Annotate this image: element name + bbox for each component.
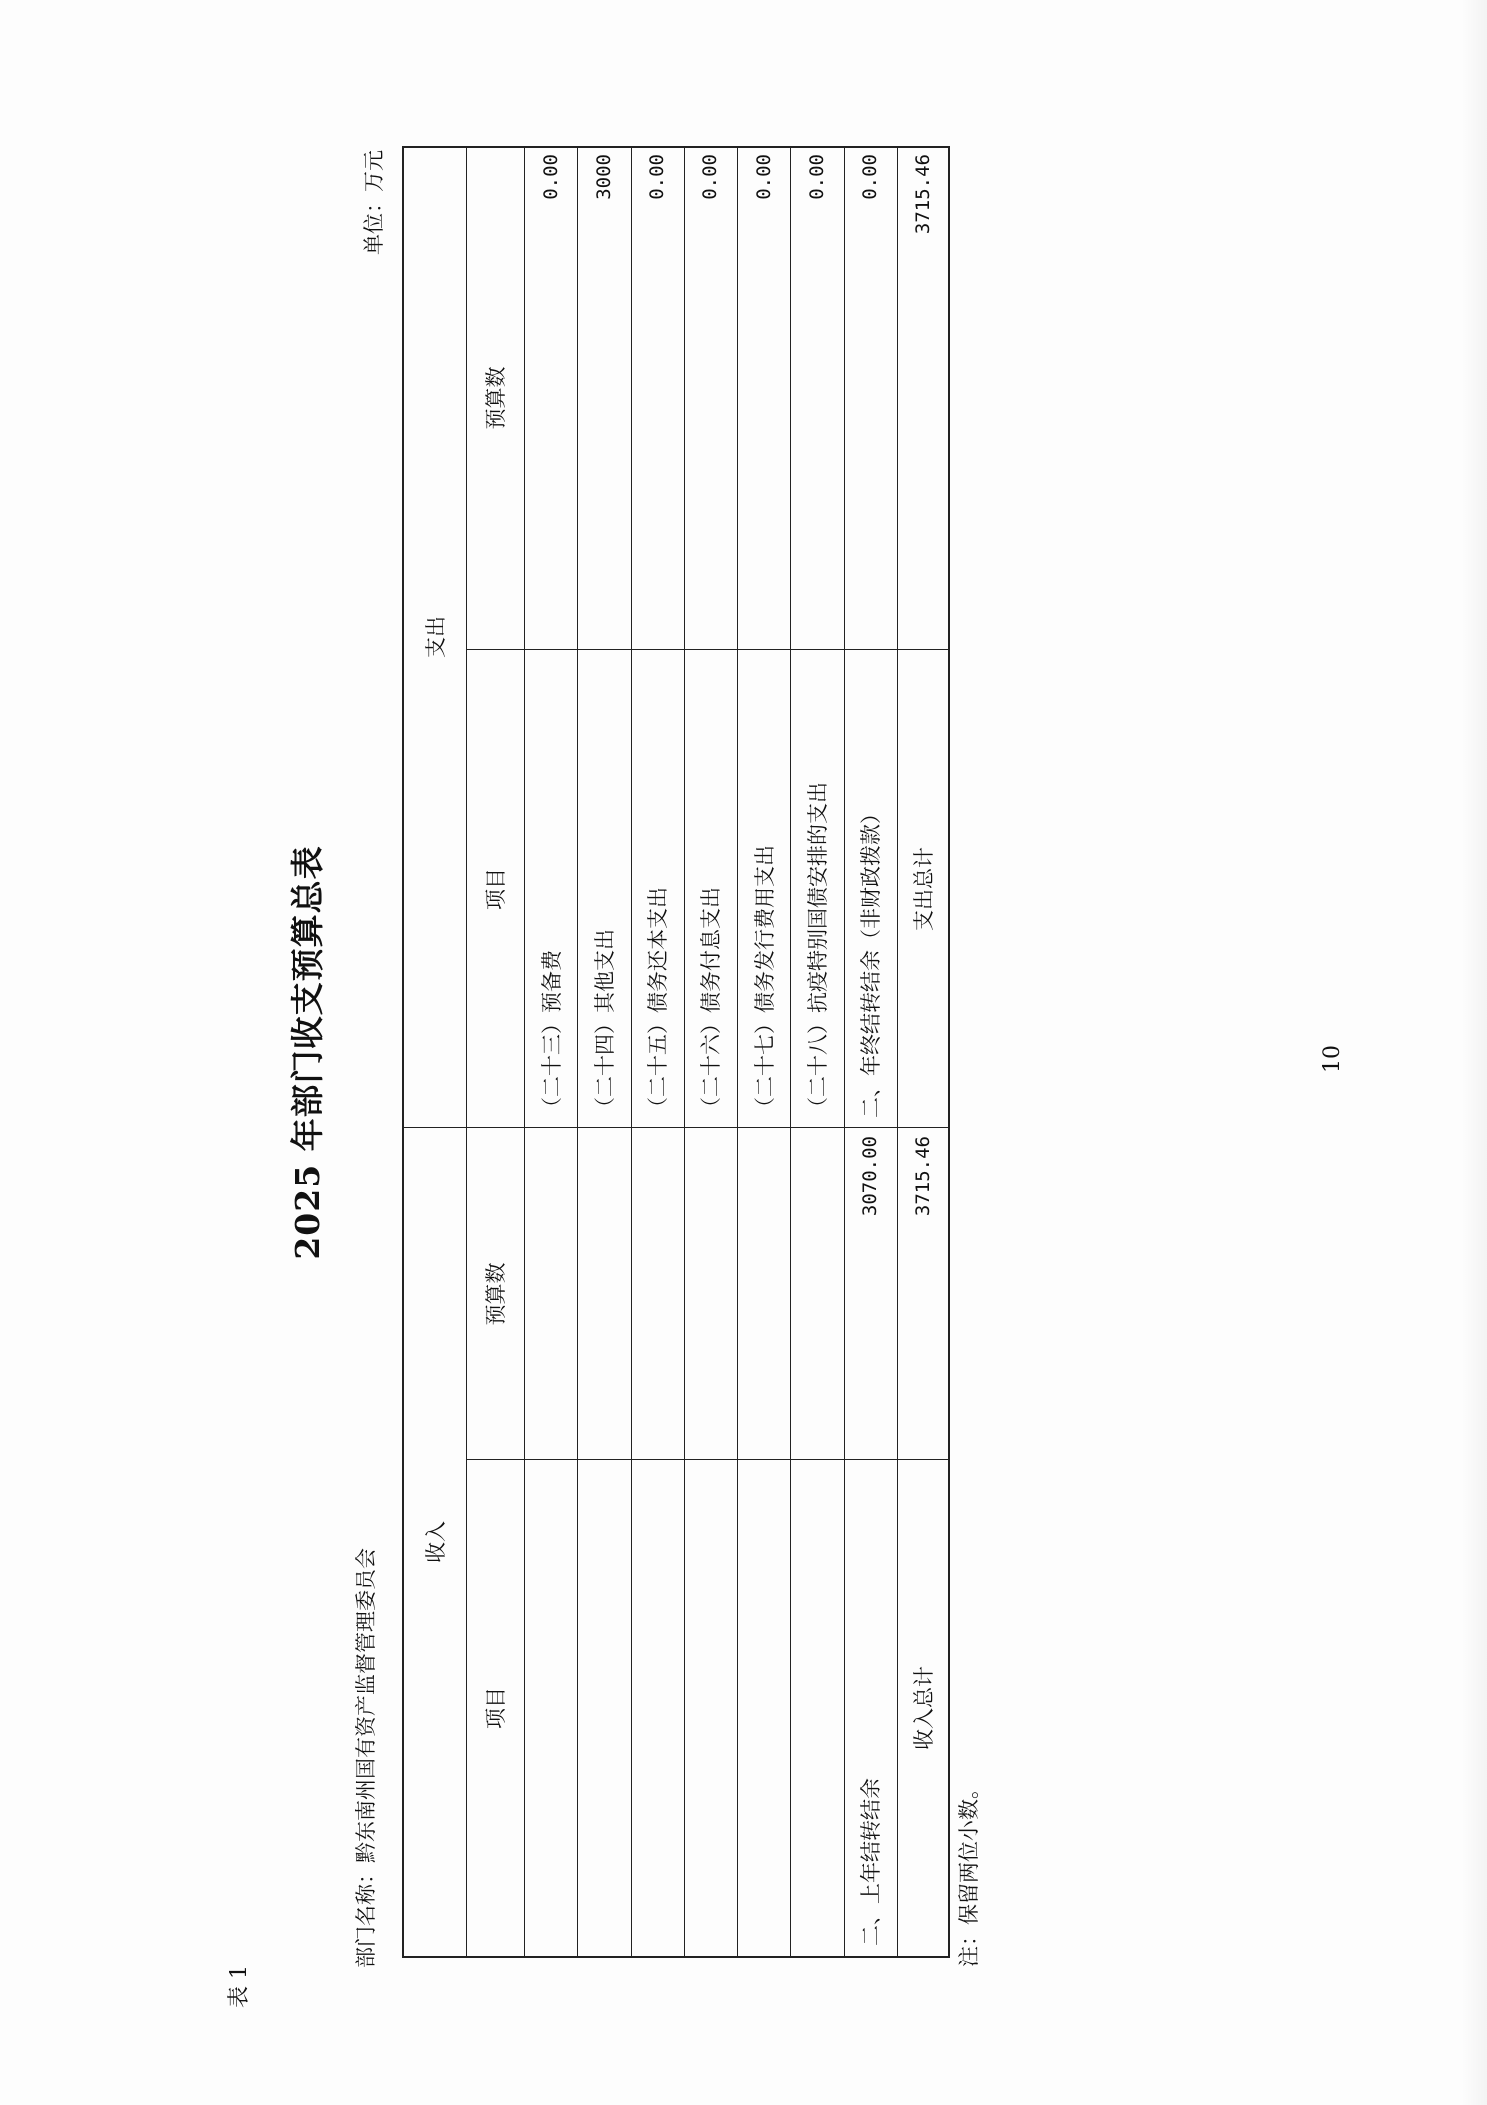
- grid-line: [466, 146, 467, 1956]
- expenditure-item-header: 项目: [484, 868, 508, 910]
- expenditure-budget-header: 预算数: [484, 366, 508, 430]
- income-amount: [577, 1128, 630, 1460]
- expenditure-item: （二十四）其他支出: [592, 929, 617, 1118]
- budget-table: [402, 146, 950, 1958]
- expenditure-amount: 3000: [592, 154, 615, 200]
- income-amount: [524, 1128, 577, 1460]
- expenditure-item: （二十八）抗疫特别国债安排的支出: [805, 782, 830, 1118]
- expenditure-total-amount: 3715.46: [912, 154, 935, 235]
- income-item: [524, 1460, 577, 1956]
- income-item: [790, 1460, 843, 1956]
- income-amount: 3070.00: [859, 1136, 882, 1217]
- income-amount: [684, 1128, 737, 1460]
- expenditure-amount: 0.00: [539, 154, 562, 200]
- income-total-amount: 3715.46: [912, 1136, 935, 1217]
- page-title: 2025 年部门收支预算总表: [288, 845, 327, 1260]
- expenditure-item: 二、年终结转结余（非财政拨款）: [859, 803, 884, 1118]
- expenditure-item: （二十六）债务付息支出: [699, 887, 724, 1118]
- expenditure-amount: 0.00: [752, 154, 775, 200]
- income-amount: [790, 1128, 843, 1460]
- footnote: 注：保留两位小数。: [957, 1778, 981, 1967]
- expenditure-amount: 0.00: [646, 154, 669, 200]
- expenditure-amount: 0.00: [699, 154, 722, 200]
- income-header: 收入: [424, 1521, 448, 1563]
- income-item: [631, 1460, 684, 1956]
- income-amount: [737, 1128, 790, 1460]
- income-amount: [631, 1128, 684, 1460]
- expenditure-item: （二十五）债务还本支出: [646, 887, 671, 1118]
- income-budget-header: 预算数: [484, 1262, 508, 1326]
- expenditure-total-label: 支出总计: [912, 847, 937, 931]
- unit-label: 单位：万元: [362, 150, 386, 255]
- income-item-header: 项目: [484, 1687, 508, 1729]
- department-name: 部门名称：黔东南州国有资产监督管理委员会: [354, 1548, 378, 1968]
- expenditure-amount: 0.00: [859, 154, 882, 200]
- expenditure-amount: 0.00: [805, 154, 828, 200]
- expenditure-header: 支出: [424, 616, 448, 658]
- table-label: 表 1: [227, 1965, 252, 2008]
- income-item: [577, 1460, 630, 1956]
- page-number: 10: [1320, 1045, 1345, 1073]
- expenditure-item: （二十三）预备费: [539, 950, 564, 1118]
- income-item: 二、上年结转结余: [859, 1778, 884, 1946]
- income-item: [737, 1460, 790, 1956]
- income-item: [684, 1460, 737, 1956]
- income-total-label: 收入总计: [912, 1666, 937, 1750]
- expenditure-item: （二十七）债务发行费用支出: [752, 845, 777, 1118]
